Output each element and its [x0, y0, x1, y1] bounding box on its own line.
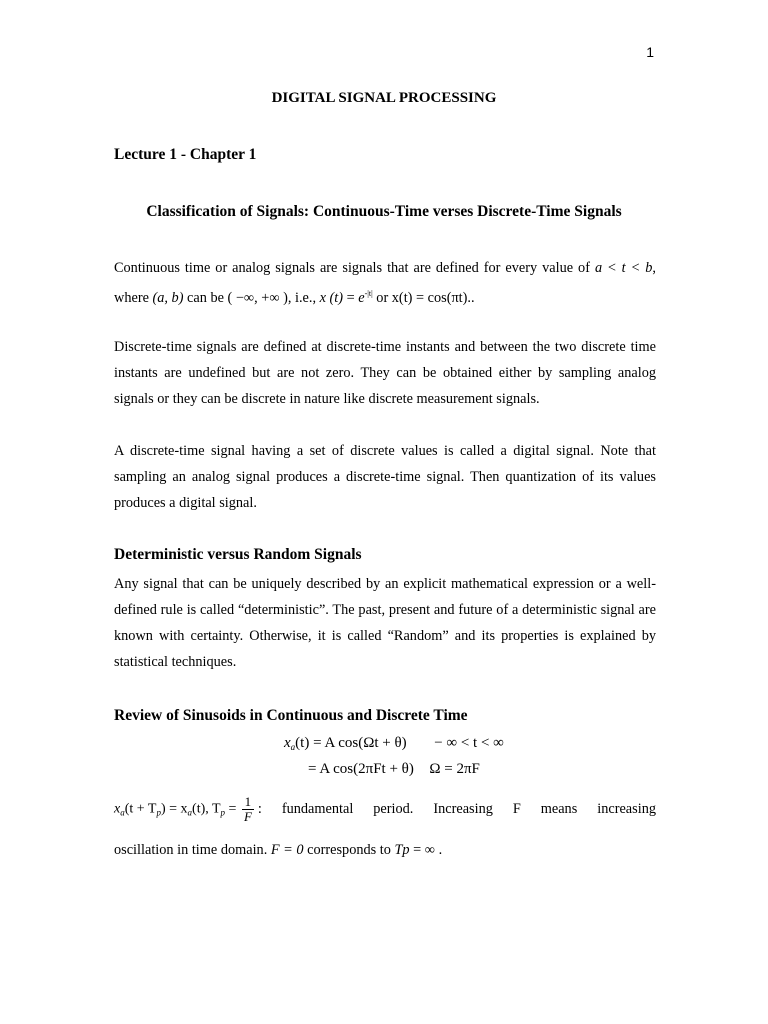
discrete-time-paragraph: Discrete-time signals are defined at discrete-time instants and between the two discrete time instants are undefined but are not zero. They can be obtained either by sampling analog signals or they can be discrete in nature like discrete measurement signals. [114, 339, 656, 407]
deterministic-heading: Deterministic versus Random Signals [114, 546, 362, 563]
eq-range: − ∞ < t < ∞ [434, 735, 504, 751]
fraction-denominator: F [243, 809, 252, 824]
text: = ∞ . [409, 842, 443, 858]
cosine-example: x(t) = cos(πt).. [391, 290, 475, 306]
period-text: : fundamental period. Increasing F means increasing [257, 801, 656, 817]
eq-rhs: = A cos(Ωt + θ) [313, 735, 407, 751]
period-lhs-arg: (t + T [124, 801, 157, 817]
text: can be ( −∞, +∞ ), i.e., [183, 290, 320, 306]
sinusoid-equation-line-2 [308, 761, 480, 778]
text: corresponds to [303, 842, 395, 858]
lecture-heading: Lecture 1 - Chapter 1 [114, 146, 257, 163]
text: or [372, 290, 392, 306]
f-zero: F = 0 [270, 842, 304, 858]
period-lhs-sub: a [120, 807, 125, 818]
eq-lhs-sub: a [290, 742, 296, 752]
classification-heading: Classification of Signals: Continuous-Time verses Discrete-Time Signals [146, 203, 622, 220]
digital-signal-paragraph: A discrete-time signal having a set of discrete values is called a digital signal. Note that sampling an analog signal produces a discrete-time signal. Then quantization of its values produces a digital signal. [114, 443, 656, 511]
continuous-time-paragraph [114, 255, 656, 311]
tp-sub: p [220, 807, 226, 818]
period-fraction [242, 795, 254, 824]
sinusoids-heading: Review of Sinusoids in Continuous and Discrete Time [114, 707, 468, 724]
fundamental-period-line [114, 795, 656, 824]
period-rhs-arg: (t), T [192, 801, 221, 817]
period-lhs: x [114, 801, 121, 817]
oscillation-paragraph [114, 837, 656, 863]
eq-lhs-arg: (t) [295, 735, 310, 751]
text: , where [114, 260, 656, 306]
exponent: -|t| [364, 289, 373, 298]
sinusoid-equation-line-1 [284, 735, 504, 752]
deterministic-paragraph: Any signal that can be uniquely described by an explicit mathematical expression or a well-defined rule is called “deterministic”. The past, present and future of a deterministic signal are known with certainty. Otherwise, it is called “Random” and its properties is explained by statistical techniques. [114, 576, 656, 670]
text: Continuous time or analog signals are signals that are defined for every value of [114, 260, 595, 276]
document-title: DIGITAL SIGNAL PROCESSING [271, 90, 497, 106]
page-number: 1 [646, 44, 654, 60]
eq-rhs-2: = A cos(2πFt + θ) [308, 761, 414, 777]
eq-omega: Ω = 2πF [429, 761, 480, 777]
text: oscillation in time domain. [114, 842, 271, 858]
text: = [343, 290, 359, 306]
inequality: a < t < b [594, 260, 653, 276]
tp-eq: = [225, 801, 240, 817]
fraction-numerator: 1 [242, 795, 254, 810]
interval: (a, b) [152, 290, 184, 306]
period-equation [114, 795, 256, 824]
exponential-base: e [358, 290, 365, 306]
example-lhs: x (t) [319, 290, 344, 306]
period-close: ) = x [160, 801, 188, 817]
tp-symbol: Tp [394, 842, 410, 858]
period-rhs-sub: a [187, 807, 193, 818]
eq-lhs: x [284, 735, 291, 751]
period-lhs-arg-sub: p [156, 807, 161, 818]
